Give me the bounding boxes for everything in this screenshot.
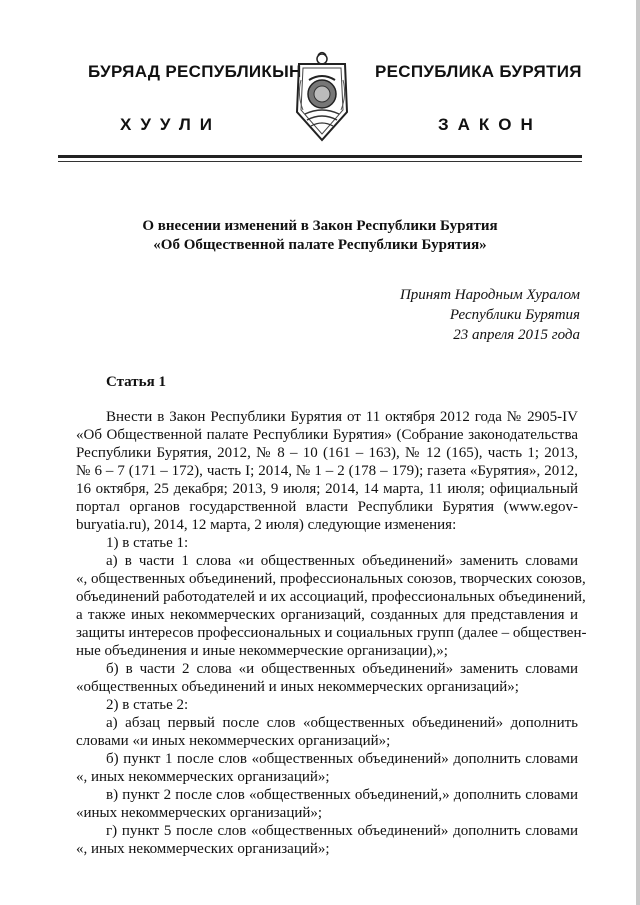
body-line: а также иных некоммерческих организаций, созданных для представления и bbox=[76, 607, 578, 623]
body-line: б) в части 2 слова «и общественных объединений» заменить словами bbox=[106, 661, 578, 677]
body-line: «, общественных объединений, профессиональных союзов, творческих союзов, bbox=[76, 571, 586, 587]
header-left-top: БУРЯАД РЕСПУБЛИКЫН bbox=[88, 62, 302, 81]
body-line: «, иных некоммерческих организаций»; bbox=[76, 769, 330, 785]
body-line: Внести в Закон Республики Бурятия от 11 октября 2012 года № 2905-IV bbox=[106, 409, 578, 425]
adoption-line-1: Принят Народным Хуралом bbox=[399, 287, 580, 303]
body-line: «, иных некоммерческих организаций»; bbox=[76, 841, 330, 857]
article-heading: Статья 1 bbox=[106, 374, 166, 390]
body-line: ные объединения и иные некоммерческие организации),»; bbox=[76, 643, 448, 659]
body-line: Республики Бурятия, 2012, № 8 – 10 (161 – 163), № 12 (165), часть 1; 2013, bbox=[76, 445, 578, 461]
header-right-top: РЕСПУБЛИКА БУРЯТИЯ bbox=[375, 62, 582, 81]
body-line: словами «и иных некоммерческих организаций»; bbox=[76, 733, 391, 749]
header-divider-thin bbox=[58, 161, 582, 162]
page-edge-shadow bbox=[636, 0, 640, 905]
body-line: buryatia.ru), 2014, 12 марта, 2 июля) следующие изменения: bbox=[76, 517, 457, 533]
coat-of-arms-emblem bbox=[287, 50, 357, 142]
body-line: в) пункт 2 после слов «общественных объединений,» дополнить словами bbox=[106, 787, 578, 803]
law-title-line-1: О внесении изменений в Закон Республики Бурятия bbox=[142, 218, 498, 234]
body-line: б) пункт 1 после слов «общественных объединений» дополнить словами bbox=[106, 751, 578, 767]
body-line: 16 октября, 25 декабря; 2013, 9 июля; 2014, 14 марта, 11 июля; официальный bbox=[76, 481, 578, 497]
body-line: объединений работодателей и их ассоциаций, профессиональных объединений, bbox=[76, 589, 586, 605]
body-line: № 6 – 7 (171 – 172), часть I; 2014, № 1 – 2 (178 – 179); газета «Бурятия», 2012, bbox=[76, 463, 578, 479]
body-line: защиты интересов профессиональных и социальных групп (далее – обществен- bbox=[76, 625, 587, 641]
body-line: «Об Общественной палате Республики Бурятия» (Собрание законодательства bbox=[76, 427, 578, 443]
law-title-line-2: «Об Общественной палате Республики Бурятия» bbox=[153, 237, 487, 253]
body-line: «общественных объединений и иных некоммерческих организаций»; bbox=[76, 679, 519, 695]
body-line: а) абзац первый после слов «общественных объединений» дополнить bbox=[106, 715, 578, 731]
adoption-date: 23 апреля 2015 года bbox=[453, 327, 580, 343]
body-line: «иных некоммерческих организаций»; bbox=[76, 805, 323, 821]
header-right-bottom: ЗАКОН bbox=[438, 115, 542, 134]
adoption-line-2: Республики Бурятия bbox=[449, 307, 580, 323]
body-line: 1) в статье 1: bbox=[106, 535, 189, 551]
header-divider-thick bbox=[58, 155, 582, 158]
body-line: г) пункт 5 после слов «общественных объединений» дополнить словами bbox=[106, 823, 578, 839]
body-line: 2) в статье 2: bbox=[106, 697, 189, 713]
header-left-bottom: ХУУЛИ bbox=[120, 115, 221, 134]
body-line: портал органов государственной власти Республики Бурятия (www.egov- bbox=[76, 499, 578, 515]
body-line: а) в части 1 слова «и общественных объединений» заменить словами bbox=[106, 553, 578, 569]
